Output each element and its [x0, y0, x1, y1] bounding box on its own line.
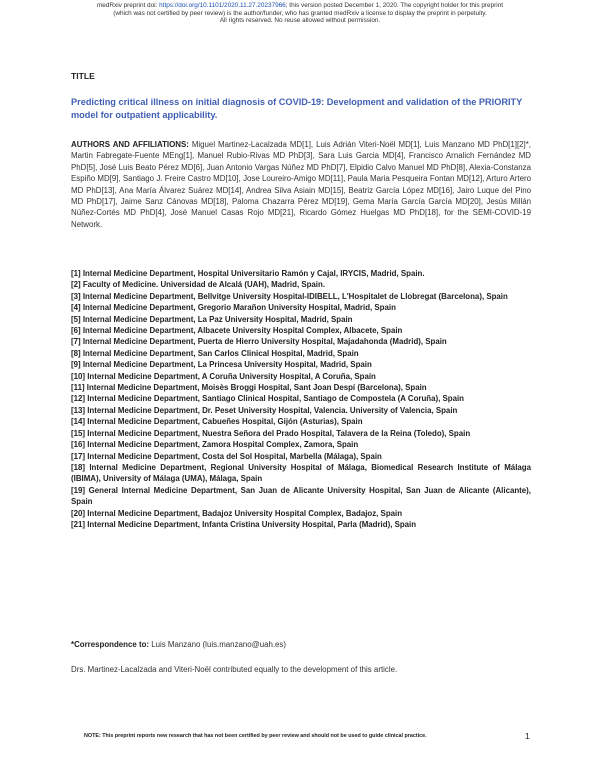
affiliation-list	[71, 268, 531, 530]
correspondence-text: Luis Manzano (luis.manzano@uah.es)	[149, 640, 287, 649]
affiliation-item: [11] Internal Medicine Department, Moisès Broggi Hospital, Sant Joan Despí (Barcelona), Spain	[71, 383, 427, 393]
header-line-3: All rights reserved. No reuse allowed without permission.	[219, 17, 381, 25]
affiliation-item: [12] Internal Medicine Department, Santiago Clinical Hospital, Santiago de Compostela (A Coruña), Spain	[71, 394, 464, 404]
correspondence-label: *Correspondence to:	[71, 640, 150, 649]
affiliation-item: [9] Internal Medicine Department, La Princesa University Hospital, Madrid, Spain	[71, 360, 372, 370]
affiliation-item: [6] Internal Medicine Department, Albacete University Hospital Complex, Albacete, Spain	[71, 326, 403, 336]
affiliation-item: [3] Internal Medicine Department, Bellvitge University Hospital-IDIBELL, L'Hospitalet de Llobregat (Barcelona), Spain	[71, 291, 508, 301]
authors-label: AUTHORS AND AFFILIATIONS:	[71, 140, 189, 149]
affiliation-item: [15] Internal Medicine Department, Nuestra Señora del Prado Hospital, Talavera de la Reina (Toledo), Spain	[71, 428, 471, 438]
equal-contribution-note: Drs. Martinez-Lacalzada and Viteri-Noël contributed equally to the development of this article.	[71, 665, 398, 674]
affiliation-item: [4] Internal Medicine Department, Gregorio Marañon University Hospital, Madrid, Spain	[71, 303, 396, 313]
affiliation-item: [2] Faculty of Medicine. Universidad de Alcalá (UAH), Madrid, Spain.	[71, 280, 326, 290]
preprint-header	[0, 2, 600, 25]
affiliation-item: [18] Internal Medicine Department, Regional University Hospital of Málaga, Biomedical Research Institute of Málaga (IBIMA), University of Málaga (UMA), Málaga, Spain	[71, 462, 531, 484]
affiliation-item: [13] Internal Medicine Department, Dr. Peset University Hospital, Valencia. University of Valencia, Spain	[71, 405, 458, 415]
doi-link[interactable]: https://doi.org/10.1101/2020.11.27.20237966	[159, 2, 286, 9]
correspondence	[71, 640, 531, 649]
header-line-1: medRxiv preprint doi: https://doi.org/10.1101/2020.11.27.20237966; this version posted December 1, 2020. The copyright holder for this preprint	[96, 2, 504, 9]
authors-and-affiliations	[71, 139, 531, 230]
affiliation-item: [19] General Internal Medicine Department, San Juan de Alicante University Hospital, San Juan de Alicante (Alicante), Spain	[71, 485, 531, 507]
affiliation-item: [20] Internal Medicine Department, Badajoz University Hospital Complex, Badajoz, Spain	[71, 508, 403, 518]
affiliation-item: [5] Internal Medicine Department, La Paz University Hospital, Madrid, Spain	[71, 314, 353, 324]
header-line-2: (which was not certified by peer review) is the author/funder, who has granted medRxiv a license to display the preprint in perpetuity.	[113, 9, 487, 17]
affiliation-item: [1] Internal Medicine Department, Hospital Universitario Ramón y Cajal, IRYCIS, Madrid, Spain.	[71, 269, 425, 278]
affiliation-item: [10] Internal Medicine Department, A Coruña University Hospital, A Coruña, Spain	[71, 371, 376, 381]
affiliation-item: [16] Internal Medicine Department, Zamora Hospital Complex, Zamora, Spain	[71, 440, 359, 450]
affiliation-item: [7] Internal Medicine Department, Puerta de Hierro University Hospital, Majadahonda (Madrid), Spain	[71, 337, 447, 347]
affiliation-item: [21] Internal Medicine Department, Infanta Cristina University Hospital, Parla (Madrid), Spain	[71, 519, 417, 529]
page-number: 1	[525, 731, 530, 741]
affiliation-item: [17] Internal Medicine Department, Costa del Sol Hospital, Marbella (Málaga), Spain	[71, 451, 382, 461]
authors-list: Miguel Martinez-Lacalzada MD[1], Luis Adrián Viteri-Noël MD[1], Luis Manzano MD PhD[1][2]*, Martin Fabregate-Fuente MEng[1], Manuel Rubio-Rivas MD PhD[3], Sara Luis Garcia MD[4], Francisco Arnalich Fernández MD PhD[5], José Luis Beato Pérez MD[6], Juan Antonio Vargas Núñez MD PhD[7], Elpidio Calvo Manuel MD PhD[8], Alexia-Constanza Espiño MD[9], Santiago J. Freire Castro MD[10], Jose Loureiro-Amigo MD[11], Paula Maria Pesqueira Fontan MD[12], Arturo Artero MD PhD[13], Ana María Álvarez Suárez MD[14], Andrea Silva Asiain MD[15], Beatriz García López MD[16], Jairo Luque del Pino MD PhD[17], Jaime Sanz Cánovas MD[18], Paloma Chazarra Pérez MD[19], Gema María García García MD[20], Jesús Millán Núñez-Cortés MD PhD[4], José Manuel Casas Rojo MD[21], Ricardo Gómez Huelgas MD PhD[18], for the SEMI-COVID-19 Network.	[71, 140, 531, 229]
title-label: TITLE	[71, 71, 95, 81]
affiliation-item: [8] Internal Medicine Department, San Carlos Clinical Hospital, Madrid, Spain	[71, 348, 359, 358]
affiliation-item: [14] Internal Medicine Department, Cabueñes Hospital, Gijón (Asturias), Spain	[71, 417, 363, 427]
preprint-footer-note: NOTE: This preprint reports new research that has not been certified by peer review and should not be used to guide clinical practice.	[84, 733, 427, 739]
paper-title: Predicting critical illness on initial diagnosis of COVID-19: Development and validation of the PRIORITY model for outpatient applicability.	[71, 97, 523, 120]
